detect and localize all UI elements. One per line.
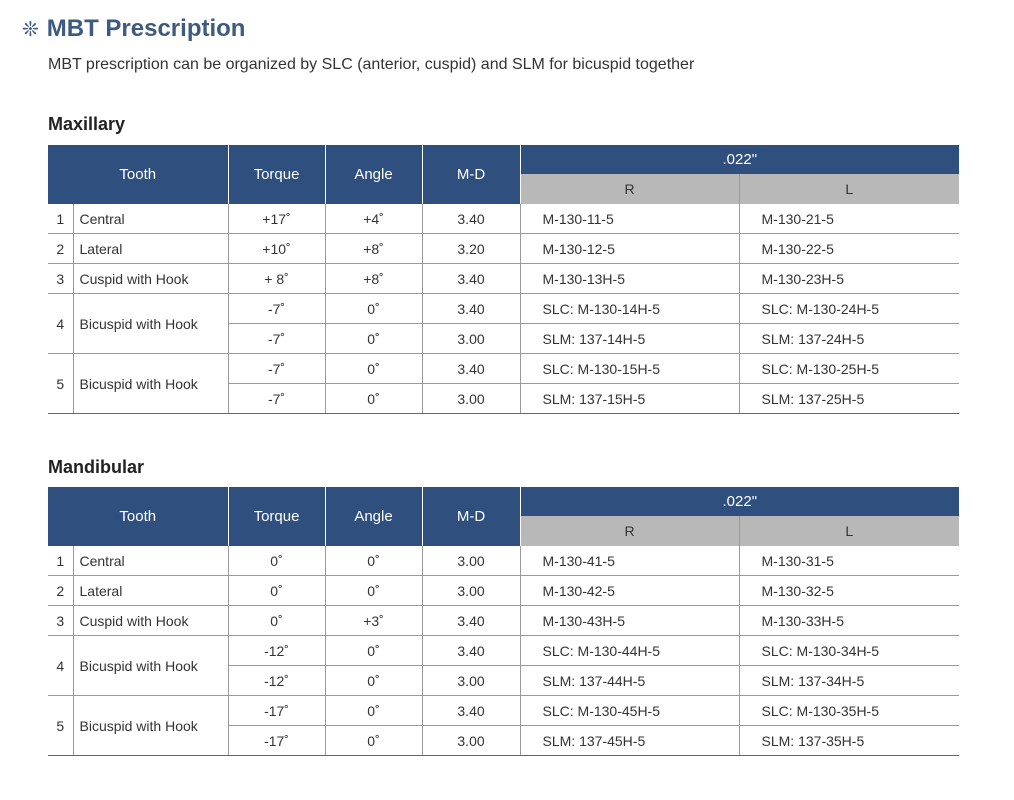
- tooth-number: 3: [48, 606, 73, 636]
- md-cell: 3.40: [422, 636, 520, 666]
- tooth-number: 4: [48, 294, 73, 354]
- code-l-cell: SLM: 137-24H-5: [739, 324, 959, 354]
- angle-cell: +3˚: [325, 606, 422, 636]
- torque-cell: +17˚: [228, 204, 325, 234]
- md-cell: 3.00: [422, 546, 520, 576]
- header-angle: Angle: [325, 487, 422, 546]
- table-row: [48, 636, 959, 666]
- angle-cell: 0˚: [325, 696, 422, 726]
- header-md: M-D: [422, 145, 520, 204]
- angle-cell: +8˚: [325, 264, 422, 294]
- code-l-cell: M-130-31-5: [739, 546, 959, 576]
- page-title-text: MBT Prescription: [46, 15, 246, 42]
- code-l-cell: SLC: M-130-25H-5: [739, 354, 959, 384]
- torque-cell: -12˚: [228, 666, 325, 696]
- torque-cell: -17˚: [228, 726, 325, 756]
- header-slot: .022": [520, 487, 959, 516]
- tooth-number: 1: [48, 546, 73, 576]
- tooth-number: 5: [48, 696, 73, 756]
- header-tooth: Tooth: [48, 487, 228, 546]
- angle-cell: 0˚: [325, 666, 422, 696]
- code-r-cell: SLC: M-130-14H-5: [520, 294, 739, 324]
- tooth-name: Central: [73, 546, 228, 576]
- angle-cell: 0˚: [325, 726, 422, 756]
- section-title-mandibular: Mandibular: [48, 457, 145, 477]
- maxillary-table: [48, 145, 959, 414]
- code-l-cell: M-130-33H-5: [739, 606, 959, 636]
- md-cell: 3.40: [422, 354, 520, 384]
- code-l-cell: SLC: M-130-24H-5: [739, 294, 959, 324]
- torque-cell: 0˚: [228, 606, 325, 636]
- md-cell: 3.40: [422, 606, 520, 636]
- code-r-cell: SLC: M-130-45H-5: [520, 696, 739, 726]
- torque-cell: -7˚: [228, 294, 325, 324]
- code-r-cell: M-130-42-5: [520, 576, 739, 606]
- code-r-cell: SLC: M-130-15H-5: [520, 354, 739, 384]
- header-torque: Torque: [228, 145, 325, 204]
- code-l-cell: SLM: 137-25H-5: [739, 384, 959, 414]
- code-l-cell: M-130-32-5: [739, 576, 959, 606]
- angle-cell: 0˚: [325, 576, 422, 606]
- table-row: [48, 294, 959, 324]
- header-r: R: [520, 174, 739, 204]
- code-r-cell: SLM: 137-15H-5: [520, 384, 739, 414]
- page-title: [22, 12, 245, 46]
- code-l-cell: SLM: 137-34H-5: [739, 666, 959, 696]
- md-cell: 3.40: [422, 696, 520, 726]
- md-cell: 3.40: [422, 264, 520, 294]
- torque-cell: 0˚: [228, 546, 325, 576]
- code-l-cell: M-130-22-5: [739, 234, 959, 264]
- table-row: [48, 696, 959, 726]
- header-slot: .022": [520, 145, 959, 174]
- table-row: [48, 546, 959, 576]
- tooth-number: 4: [48, 636, 73, 696]
- angle-cell: 0˚: [325, 384, 422, 414]
- angle-cell: +4˚: [325, 204, 422, 234]
- tooth-name: Bicuspid with Hook: [73, 294, 228, 354]
- tooth-number: 1: [48, 204, 73, 234]
- code-r-cell: SLM: 137-45H-5: [520, 726, 739, 756]
- torque-cell: -7˚: [228, 354, 325, 384]
- torque-cell: -7˚: [228, 324, 325, 354]
- section-title-maxillary: Maxillary: [48, 114, 126, 134]
- md-cell: 3.40: [422, 204, 520, 234]
- table-row: [48, 606, 959, 636]
- angle-cell: 0˚: [325, 546, 422, 576]
- md-cell: 3.00: [422, 384, 520, 414]
- table-row: [48, 576, 959, 606]
- code-r-cell: M-130-43H-5: [520, 606, 739, 636]
- code-r-cell: SLM: 137-14H-5: [520, 324, 739, 354]
- code-r-cell: M-130-11-5: [520, 204, 739, 234]
- torque-cell: -7˚: [228, 384, 325, 414]
- tooth-name: Bicuspid with Hook: [73, 354, 228, 414]
- torque-cell: +10˚: [228, 234, 325, 264]
- md-cell: 3.00: [422, 666, 520, 696]
- header-torque: Torque: [228, 487, 325, 546]
- tooth-name: Cuspid with Hook: [73, 606, 228, 636]
- tooth-name: Lateral: [73, 234, 228, 264]
- tooth-name: Lateral: [73, 576, 228, 606]
- table-row: [48, 354, 959, 384]
- torque-cell: -17˚: [228, 696, 325, 726]
- intro-text: MBT prescription can be organized by SLC (anterior, cuspid) and SLM for bicuspid together: [48, 56, 695, 73]
- torque-cell: 0˚: [228, 576, 325, 606]
- torque-cell: -12˚: [228, 636, 325, 666]
- header-angle: Angle: [325, 145, 422, 204]
- mandibular-table: [48, 487, 959, 756]
- tooth-number: 3: [48, 264, 73, 294]
- code-l-cell: SLC: M-130-34H-5: [739, 636, 959, 666]
- angle-cell: +8˚: [325, 234, 422, 264]
- tooth-number: 2: [48, 234, 73, 264]
- table-row: [48, 204, 959, 234]
- md-cell: 3.40: [422, 294, 520, 324]
- code-l-cell: M-130-21-5: [739, 204, 959, 234]
- md-cell: 3.00: [422, 324, 520, 354]
- code-r-cell: M-130-12-5: [520, 234, 739, 264]
- table-row: [48, 264, 959, 294]
- tooth-name: Bicuspid with Hook: [73, 636, 228, 696]
- code-l-cell: SLM: 137-35H-5: [739, 726, 959, 756]
- tooth-name: Bicuspid with Hook: [73, 696, 228, 756]
- tooth-name: Central: [73, 204, 228, 234]
- angle-cell: 0˚: [325, 636, 422, 666]
- header-r: R: [520, 516, 739, 546]
- md-cell: 3.20: [422, 234, 520, 264]
- tooth-name: Cuspid with Hook: [73, 264, 228, 294]
- header-tooth: Tooth: [48, 145, 228, 204]
- torque-cell: + 8˚: [228, 264, 325, 294]
- tooth-number: 2: [48, 576, 73, 606]
- md-cell: 3.00: [422, 576, 520, 606]
- header-l: L: [739, 516, 959, 546]
- code-r-cell: M-130-41-5: [520, 546, 739, 576]
- snowflake-icon: ❊: [22, 17, 39, 41]
- code-r-cell: SLM: 137-44H-5: [520, 666, 739, 696]
- angle-cell: 0˚: [325, 294, 422, 324]
- code-r-cell: M-130-13H-5: [520, 264, 739, 294]
- code-l-cell: M-130-23H-5: [739, 264, 959, 294]
- tooth-number: 5: [48, 354, 73, 414]
- code-r-cell: SLC: M-130-44H-5: [520, 636, 739, 666]
- md-cell: 3.00: [422, 726, 520, 756]
- code-l-cell: SLC: M-130-35H-5: [739, 696, 959, 726]
- header-md: M-D: [422, 487, 520, 546]
- angle-cell: 0˚: [325, 354, 422, 384]
- header-l: L: [739, 174, 959, 204]
- angle-cell: 0˚: [325, 324, 422, 354]
- table-row: [48, 234, 959, 264]
